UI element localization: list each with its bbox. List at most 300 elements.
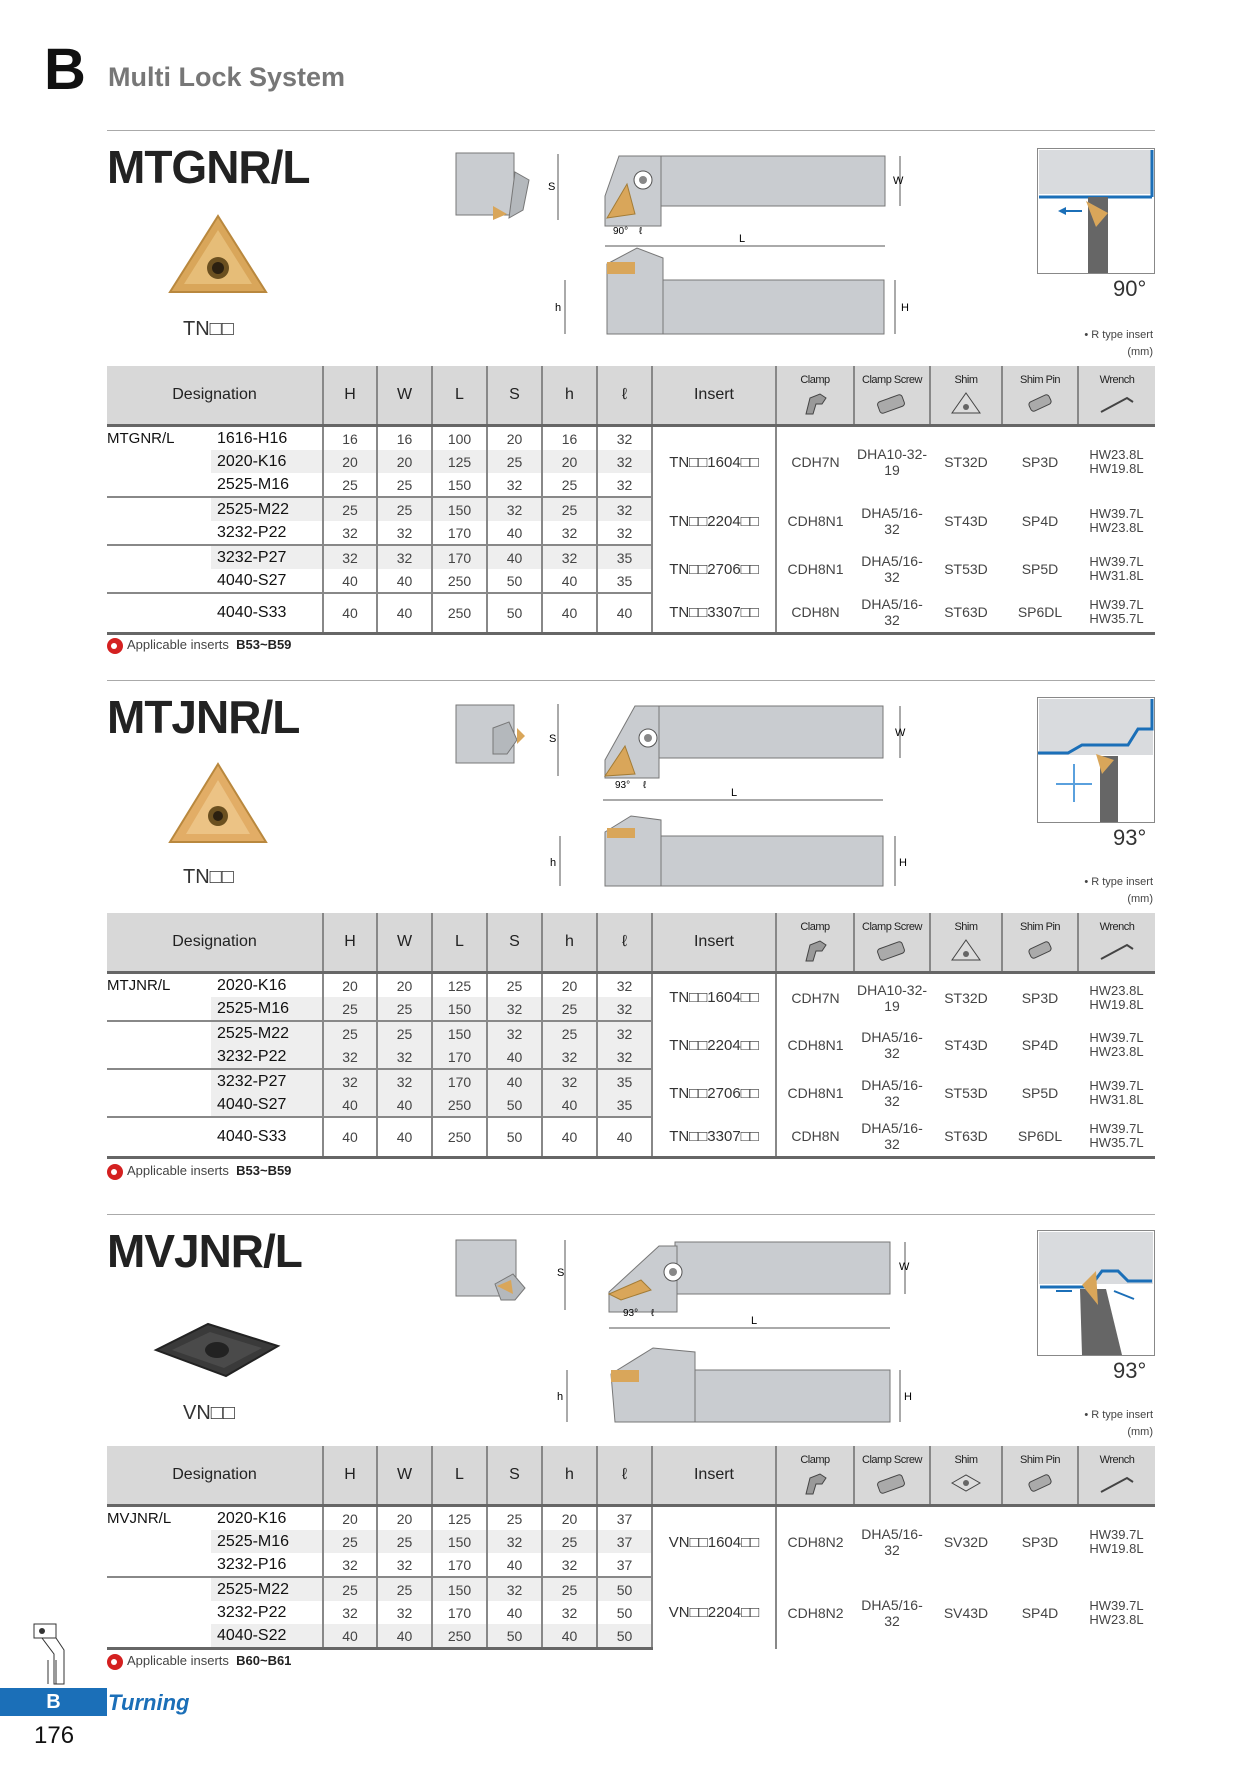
svg-text:S: S (548, 181, 556, 193)
applicable-inserts-link[interactable]: Applicable inserts B60~B61 (107, 1653, 291, 1670)
cell-l: 32 (597, 1021, 652, 1045)
clamp-icon (800, 937, 830, 963)
svg-text:h: h (555, 302, 562, 314)
cell-wrench: HW39.7L HW23.8L (1089, 1030, 1144, 1059)
model-title: MTGNR/L (107, 141, 310, 193)
cell-wrench: HW39.7L HW23.8L (1089, 1597, 1144, 1627)
col-l: ℓ (597, 1446, 652, 1506)
cell-S: 40 (487, 1069, 542, 1093)
cell-L: 125 (432, 450, 487, 473)
col-shim: Shim (930, 366, 1002, 426)
cell-l: 32 (597, 521, 652, 545)
cell-insert: VN□□2204□□ (652, 1577, 776, 1649)
note-r-type: • R type insert (1084, 876, 1153, 888)
cell-L: 250 (432, 1093, 487, 1117)
svg-text:L: L (731, 787, 738, 799)
cell-clamp: CDH8N2 (776, 1506, 854, 1578)
cell-h: 20 (542, 973, 597, 998)
arrow-icon (107, 1654, 123, 1670)
note-unit: (mm) (1127, 346, 1153, 358)
page-title: Multi Lock System (108, 62, 346, 92)
cell-shim: ST53D (944, 561, 988, 577)
svg-text:93°: 93° (623, 1308, 639, 1319)
svg-text:H: H (899, 857, 907, 869)
designation: 4040-S22 (211, 1624, 323, 1649)
cell-l: 50 (597, 1624, 652, 1649)
col-clamp: Clamp (776, 1446, 854, 1506)
section-name: Turning (108, 1690, 190, 1715)
designation: 2525-M22 (211, 497, 323, 521)
cell-L: 125 (432, 1506, 487, 1531)
cell-h: 25 (542, 473, 597, 497)
cell-screw: DHA5/16-32 (861, 1526, 923, 1558)
cell-W: 20 (377, 1506, 432, 1531)
holder-drawing (455, 700, 910, 890)
cutting-angle: 93° (1113, 1358, 1147, 1383)
cell-clamp: CDH8N (776, 1117, 854, 1157)
cell-H: 32 (323, 545, 377, 569)
spec-table (107, 366, 1155, 635)
col-H: H (323, 913, 377, 973)
cell-H: 40 (323, 1117, 377, 1157)
cell-clamp: CDH8N2 (776, 1577, 854, 1649)
svg-text:H: H (904, 1391, 912, 1403)
svg-text:90°: 90° (613, 226, 629, 237)
cell-h: 32 (542, 1045, 597, 1069)
col-W: W (377, 366, 432, 426)
designation: 1616-H16 (217, 429, 288, 447)
cell-L: 170 (432, 1601, 487, 1624)
cell-W: 40 (377, 1093, 432, 1117)
arrow-icon (107, 1164, 123, 1180)
designation: 3232-P27 (211, 545, 323, 569)
cell-H: 25 (323, 997, 377, 1021)
designation: 2525-M16 (211, 1530, 323, 1553)
cell-H: 25 (323, 1577, 377, 1601)
cell-shim: ST63D (930, 1117, 1002, 1157)
col-insert: Insert (652, 1446, 776, 1506)
cell-L: 150 (432, 473, 487, 497)
cell-W: 25 (377, 1577, 432, 1601)
col-shim-pin: Shim Pin (1002, 1446, 1078, 1506)
group-name: MTGNR/L (107, 430, 175, 447)
cell-H: 20 (323, 973, 377, 998)
cell-wrench: HW39.7L HW35.7L (1078, 593, 1155, 633)
shim-icon (949, 390, 983, 416)
screw-icon (874, 1470, 910, 1496)
col-h: h (542, 366, 597, 426)
cell-h: 40 (542, 593, 597, 633)
designation: 2020-K16 (211, 450, 323, 473)
cell-pin: SP6DL (1002, 593, 1078, 633)
cell-W: 32 (377, 1045, 432, 1069)
cell-shim: ST32D (944, 989, 988, 1006)
cell-clamp: CDH8N1 (776, 1069, 854, 1117)
wrench-icon (1097, 937, 1137, 963)
col-wrench: Wrench (1078, 366, 1155, 426)
col-h: h (542, 1446, 597, 1506)
shim-icon (949, 937, 983, 963)
page-number: 176 (34, 1722, 75, 1749)
col-designation: Designation (107, 913, 323, 973)
svg-text:W: W (899, 1261, 910, 1273)
cutting-direction-diagram (1037, 148, 1155, 274)
cell-l: 35 (597, 545, 652, 569)
col-L: L (432, 366, 487, 426)
group-name: MVJNR/L (107, 1510, 172, 1527)
cell-insert: TN□□2706□□ (652, 545, 776, 593)
cell-H: 25 (323, 1021, 377, 1045)
turning-tool-icon (30, 1620, 74, 1686)
arrow-icon (107, 638, 123, 654)
shim-pin-icon (1023, 937, 1057, 963)
cell-S: 40 (487, 1601, 542, 1624)
cell-shim: ST53D (944, 1085, 988, 1101)
cell-l: 37 (597, 1553, 652, 1577)
cell-S: 40 (487, 1045, 542, 1069)
cell-l: 35 (597, 569, 652, 593)
cell-W: 32 (377, 1553, 432, 1577)
cell-S: 32 (487, 1530, 542, 1553)
cell-L: 100 (432, 426, 487, 451)
cell-screw: DHA5/16-32 (861, 553, 923, 585)
cell-S: 20 (487, 426, 542, 451)
cell-S: 32 (487, 997, 542, 1021)
designation: 3232-P16 (211, 1553, 323, 1577)
holder-drawing (455, 1234, 915, 1429)
diamond-insert-image (152, 1320, 282, 1382)
col-S: S (487, 1446, 542, 1506)
col-wrench: Wrench (1078, 1446, 1155, 1506)
cell-wrench: HW39.7L HW31.8L (1089, 554, 1144, 583)
cell-S: 40 (487, 545, 542, 569)
cell-W: 25 (377, 1530, 432, 1553)
cutting-direction-diagram (1037, 697, 1155, 823)
cell-l: 32 (597, 997, 652, 1021)
col-clamp: Clamp (776, 913, 854, 973)
cell-h: 20 (542, 450, 597, 473)
cell-H: 25 (323, 473, 377, 497)
cell-L: 150 (432, 1021, 487, 1045)
svg-text:ℓ: ℓ (651, 1308, 655, 1319)
designation: 2525-M16 (211, 997, 323, 1021)
cell-W: 32 (377, 1601, 432, 1624)
designation: 2020-K16 (217, 976, 287, 994)
cell-insert: TN□□2204□□ (652, 497, 776, 545)
cell-clamp: CDH8N1 (776, 1021, 854, 1069)
col-H: H (323, 366, 377, 426)
cell-L: 250 (432, 593, 487, 633)
designation: 2525-M22 (211, 1577, 323, 1601)
cell-wrench: HW39.7L HW19.8L (1089, 1527, 1144, 1556)
cell-W: 40 (377, 1624, 432, 1649)
cell-pin: SP3D (1021, 454, 1059, 470)
cell-insert: TN□□1604□□ (652, 973, 776, 1022)
col-S: S (487, 913, 542, 973)
section-letter: B (44, 37, 86, 102)
cell-S: 32 (487, 1577, 542, 1601)
col-shim-pin: Shim Pin (1002, 913, 1078, 973)
col-h: h (542, 913, 597, 973)
clamp-icon (800, 1470, 830, 1496)
cell-W: 32 (377, 1069, 432, 1093)
col-l: ℓ (597, 913, 652, 973)
designation: 2525-M16 (211, 473, 323, 497)
cell-L: 170 (432, 1553, 487, 1577)
cell-W: 32 (377, 545, 432, 569)
cell-shim: ST43D (944, 1037, 988, 1053)
cell-h: 40 (542, 1117, 597, 1157)
cell-L: 150 (432, 497, 487, 521)
cell-L: 170 (432, 521, 487, 545)
cell-pin: SP4D (1021, 513, 1059, 529)
cell-L: 250 (432, 1117, 487, 1157)
model-title: MTJNR/L (107, 691, 300, 743)
cell-l: 37 (597, 1506, 652, 1531)
svg-text:S: S (549, 733, 557, 745)
cell-S: 40 (487, 521, 542, 545)
cell-h: 32 (542, 1069, 597, 1093)
cell-l: 50 (597, 1601, 652, 1624)
svg-text:W: W (893, 175, 904, 187)
cell-pin: SP3D (1021, 989, 1059, 1006)
svg-text:h: h (550, 857, 557, 869)
cell-l: 32 (597, 1045, 652, 1069)
cell-shim: ST43D (944, 513, 988, 529)
cell-L: 150 (432, 1577, 487, 1601)
cell-insert: TN□□3307□□ (652, 1117, 776, 1157)
cell-l: 40 (597, 1117, 652, 1157)
cell-L: 170 (432, 1045, 487, 1069)
cell-screw: DHA5/16-32 (861, 1029, 923, 1061)
triangle-insert-image (166, 212, 270, 296)
designation: 4040-S27 (211, 569, 323, 593)
cell-insert: VN□□1604□□ (652, 1506, 776, 1578)
cell-L: 125 (432, 973, 487, 998)
cell-W: 25 (377, 1021, 432, 1045)
cell-H: 32 (323, 1601, 377, 1624)
svg-text:93°: 93° (615, 780, 631, 791)
cell-screw: DHA10-32-19 (856, 981, 928, 1014)
insert-code: TN□□ (183, 318, 234, 340)
cell-W: 40 (377, 593, 432, 633)
spec-table (107, 913, 1155, 1159)
divider (107, 680, 1155, 681)
group-name: MTJNR/L (107, 977, 171, 994)
col-clamp-screw: Clamp Screw (854, 366, 930, 426)
cell-screw: DHA5/16-32 (861, 1077, 923, 1109)
cell-shim: SV32D (943, 1534, 989, 1550)
cell-H: 20 (323, 450, 377, 473)
cell-S: 50 (487, 593, 542, 633)
svg-text:h: h (557, 1391, 564, 1403)
divider (107, 130, 1155, 131)
svg-text:ℓ: ℓ (643, 780, 647, 791)
cell-wrench: HW39.7L HW31.8L (1089, 1078, 1144, 1107)
wrench-icon (1097, 390, 1137, 416)
cell-clamp: CDH7N (776, 973, 854, 1022)
cell-screw: DHA5/16-32 (861, 505, 923, 537)
shim-icon (949, 1470, 983, 1496)
col-L: L (432, 913, 487, 973)
cell-h: 25 (542, 997, 597, 1021)
col-designation: Designation (107, 1446, 323, 1506)
cell-H: 40 (323, 593, 377, 633)
cell-h: 32 (542, 1601, 597, 1624)
col-S: S (487, 366, 542, 426)
screw-icon (874, 937, 910, 963)
cutting-direction-diagram (1037, 1230, 1155, 1356)
cell-L: 250 (432, 569, 487, 593)
col-H: H (323, 1446, 377, 1506)
col-insert: Insert (652, 913, 776, 973)
cutting-angle: 90° (1113, 276, 1147, 301)
designation: 2525-M22 (211, 1021, 323, 1045)
cell-screw: DHA5/16-32 (861, 1596, 923, 1629)
cell-L: 150 (432, 1530, 487, 1553)
cell-insert: TN□□1604□□ (652, 426, 776, 498)
model-title: MVJNR/L (107, 1225, 302, 1277)
cell-l: 35 (597, 1069, 652, 1093)
col-W: W (377, 1446, 432, 1506)
cell-l: 50 (597, 1577, 652, 1601)
cell-pin: SP3D (1021, 1534, 1059, 1550)
section-tab[interactable]: B (0, 1688, 107, 1716)
svg-text:L: L (739, 233, 746, 245)
triangle-insert-image (166, 760, 270, 846)
divider (107, 1214, 1155, 1215)
cell-screw: DHA5/16-32 (854, 593, 930, 633)
cell-W: 16 (377, 426, 432, 451)
cell-insert: TN□□2706□□ (652, 1069, 776, 1117)
designation: 4040-S27 (211, 1093, 323, 1117)
cell-l: 35 (597, 1093, 652, 1117)
cell-S: 50 (487, 1093, 542, 1117)
col-shim: Shim (930, 1446, 1002, 1506)
applicable-inserts-link[interactable]: Applicable inserts B53~B59 (107, 637, 291, 654)
designation: 4040-S33 (211, 1117, 323, 1157)
col-W: W (377, 913, 432, 973)
designation: 3232-P22 (217, 1603, 287, 1621)
cell-h: 32 (542, 1553, 597, 1577)
col-insert: Insert (652, 366, 776, 426)
cell-h: 40 (542, 1093, 597, 1117)
col-shim: Shim (930, 913, 1002, 973)
note-r-type: • R type insert (1084, 329, 1153, 341)
cell-h: 25 (542, 497, 597, 521)
cell-H: 25 (323, 1530, 377, 1553)
designation: 3232-P27 (211, 1069, 323, 1093)
clamp-icon (800, 390, 830, 416)
applicable-inserts-link[interactable]: Applicable inserts B53~B59 (107, 1163, 291, 1180)
cell-S: 32 (487, 473, 542, 497)
cell-H: 32 (323, 1069, 377, 1093)
col-l: ℓ (597, 366, 652, 426)
designation: 3232-P22 (211, 1045, 323, 1069)
cutting-angle: 93° (1113, 825, 1147, 850)
note-unit: (mm) (1127, 893, 1153, 905)
spec-table (107, 1446, 1155, 1650)
cell-S: 25 (487, 1506, 542, 1531)
cell-wrench: HW39.7L HW23.8L (1089, 506, 1144, 535)
cell-S: 40 (487, 1553, 542, 1577)
col-clamp-screw: Clamp Screw (854, 913, 930, 973)
cell-wrench: HW23.8L HW19.8L (1089, 447, 1144, 476)
designation: 4040-S33 (211, 593, 323, 633)
cell-H: 32 (323, 1045, 377, 1069)
shim-pin-icon (1023, 1470, 1057, 1496)
cell-h: 32 (542, 521, 597, 545)
cell-insert: TN□□2204□□ (652, 1021, 776, 1069)
cell-S: 25 (487, 973, 542, 998)
cell-W: 40 (377, 1117, 432, 1157)
cell-clamp: CDH8N1 (776, 497, 854, 545)
cell-H: 25 (323, 497, 377, 521)
cell-l: 37 (597, 1530, 652, 1553)
cell-h: 25 (542, 1530, 597, 1553)
cell-pin: SP4D (1021, 1037, 1059, 1053)
cell-shim: SV43D (943, 1604, 989, 1621)
cell-W: 40 (377, 569, 432, 593)
cell-W: 25 (377, 497, 432, 521)
cell-W: 20 (377, 973, 432, 998)
cell-H: 40 (323, 1624, 377, 1649)
cell-H: 16 (323, 426, 377, 451)
cell-S: 32 (487, 1021, 542, 1045)
note-unit: (mm) (1127, 1426, 1153, 1438)
cell-S: 25 (487, 450, 542, 473)
wrench-icon (1097, 1470, 1137, 1496)
cell-L: 170 (432, 1069, 487, 1093)
cell-screw: DHA10-32-19 (856, 446, 928, 478)
note-r-type: • R type insert (1084, 1409, 1153, 1421)
cell-screw: DHA5/16-32 (854, 1117, 930, 1157)
cell-H: 40 (323, 569, 377, 593)
cell-h: 40 (542, 569, 597, 593)
screw-icon (874, 390, 910, 416)
cell-h: 25 (542, 1577, 597, 1601)
svg-text:S: S (557, 1267, 565, 1279)
svg-text:L: L (751, 1315, 758, 1327)
cell-H: 32 (323, 521, 377, 545)
svg-text:H: H (901, 302, 909, 314)
designation: 2020-K16 (217, 1509, 287, 1527)
designation: 3232-P22 (211, 521, 323, 545)
cell-wrench: HW23.8L HW19.8L (1089, 982, 1144, 1012)
cell-l: 32 (597, 426, 652, 451)
cell-clamp: CDH8N1 (776, 545, 854, 593)
cell-wrench: HW39.7L HW35.7L (1078, 1117, 1155, 1157)
cell-pin: SP5D (1021, 561, 1059, 577)
cell-l: 32 (597, 497, 652, 521)
cell-clamp: CDH8N (776, 593, 854, 633)
cell-W: 25 (377, 997, 432, 1021)
holder-drawing (455, 150, 910, 338)
cell-h: 25 (542, 1021, 597, 1045)
cell-shim: ST32D (944, 454, 988, 470)
cell-shim: ST63D (930, 593, 1002, 633)
col-wrench: Wrench (1078, 913, 1155, 973)
insert-code: VN□□ (183, 1402, 235, 1424)
cell-pin: SP5D (1021, 1085, 1059, 1101)
cell-H: 20 (323, 1506, 377, 1531)
shim-pin-icon (1023, 390, 1057, 416)
cell-L: 150 (432, 997, 487, 1021)
cell-pin: SP4D (1021, 1604, 1059, 1621)
cell-S: 50 (487, 1624, 542, 1649)
col-clamp-screw: Clamp Screw (854, 1446, 930, 1506)
cell-L: 170 (432, 545, 487, 569)
